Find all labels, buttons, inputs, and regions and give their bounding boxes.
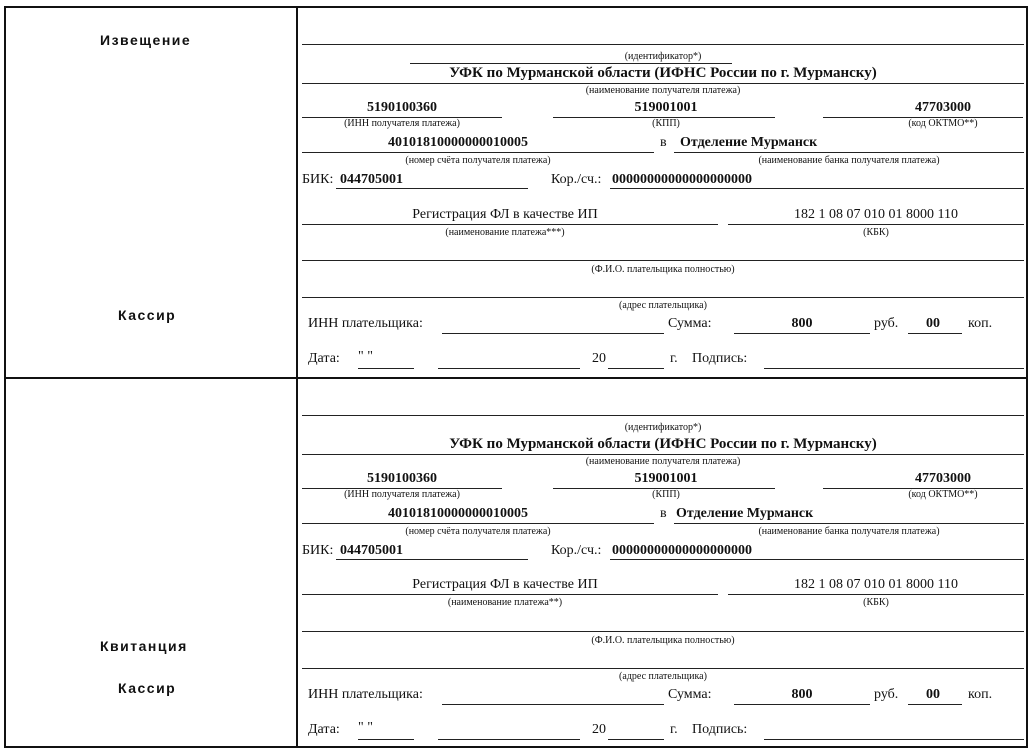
account-caption: (номер счёта получателя платежа) xyxy=(405,526,551,537)
purpose-value: Регистрация ФЛ в качестве ИП xyxy=(412,207,598,222)
kor-value: 00000000000000000000 xyxy=(612,543,752,558)
fio-caption: (Ф.И.О. плательщика полностью) xyxy=(591,264,735,275)
bank-caption: (наименование банка получателя платежа) xyxy=(758,155,940,166)
identifier-underline xyxy=(410,63,732,64)
in-word: в xyxy=(660,506,667,521)
fio-caption: (Ф.И.О. плательщика полностью) xyxy=(591,635,735,646)
year-prefix: 20 xyxy=(592,722,606,737)
kop-line xyxy=(908,704,962,705)
inn-value: 5190100360 xyxy=(367,100,437,115)
payer-inn-line xyxy=(442,333,664,334)
kor-label: Кор./сч.: xyxy=(551,172,602,187)
year-line xyxy=(608,368,664,369)
bik-value: 044705001 xyxy=(340,543,403,558)
sum-line xyxy=(734,704,870,705)
sum-value: 800 xyxy=(791,316,813,331)
address-line xyxy=(302,297,1024,298)
address-line xyxy=(302,668,1024,669)
sum-line xyxy=(734,333,870,334)
identifier-caption: (идентификатор*) xyxy=(624,51,702,62)
payer-inn-line xyxy=(442,704,664,705)
oktmo-value: 47703000 xyxy=(915,471,971,486)
bik-label: БИК: xyxy=(302,543,334,558)
sign-line xyxy=(764,368,1024,369)
kor-line xyxy=(610,559,1024,560)
sign-label: Подпись: xyxy=(692,351,748,366)
date-label: Дата: xyxy=(308,722,340,737)
address-caption: (адрес плательщика) xyxy=(619,671,707,682)
date-month-line xyxy=(438,739,580,740)
recipient-name-line xyxy=(302,454,1024,455)
identifier-line xyxy=(302,44,1024,45)
recipient-name: УФК по Мурманской области (ИФНС России по г. Мурманску) xyxy=(449,65,877,81)
date-label: Дата: xyxy=(308,351,340,366)
inn-value: 5190100360 xyxy=(367,471,437,486)
year-suffix: г. xyxy=(670,351,678,366)
recipient-name-caption: (наименование получателя платежа) xyxy=(585,456,741,467)
kop-label: коп. xyxy=(968,687,993,702)
sign-line xyxy=(764,739,1024,740)
notice-label: Извещение xyxy=(100,32,192,48)
kop-line xyxy=(908,333,962,334)
year-line xyxy=(608,739,664,740)
oktmo-caption: (код ОКТМО**) xyxy=(908,118,978,129)
receipt-label: Квитанция xyxy=(100,638,188,654)
kbk-line xyxy=(728,224,1024,225)
account-line xyxy=(302,523,654,524)
fio-line xyxy=(302,631,1024,632)
cashier-label-bottom: Кассир xyxy=(118,680,177,696)
bank-line xyxy=(674,152,1024,153)
bank-caption: (наименование банка получателя платежа) xyxy=(758,526,940,537)
purpose-value: Регистрация ФЛ в качестве ИП xyxy=(412,577,598,592)
payer-inn-label: ИНН плательщика: xyxy=(308,316,423,331)
kbk-value: 182 1 08 07 010 01 8000 110 xyxy=(794,207,958,222)
inn-caption: (ИНН получателя платежа) xyxy=(344,118,460,129)
sign-label: Подпись: xyxy=(692,722,748,737)
kpp-caption: (КПП) xyxy=(652,118,680,129)
fio-line xyxy=(302,260,1024,261)
year-suffix: г. xyxy=(670,722,678,737)
oktmo-value: 47703000 xyxy=(915,100,971,115)
recipient-name-line xyxy=(302,83,1024,84)
payer-inn-label: ИНН плательщика: xyxy=(308,687,423,702)
bik-value: 044705001 xyxy=(340,172,403,187)
date-day-line xyxy=(358,739,414,740)
kor-label: Кор./сч.: xyxy=(551,543,602,558)
bank-line xyxy=(674,523,1024,524)
sum-label: Сумма: xyxy=(668,687,712,702)
kpp-value: 519001001 xyxy=(634,100,698,115)
account-line xyxy=(302,152,654,153)
kor-line xyxy=(610,188,1024,189)
kor-value: 00000000000000000000 xyxy=(612,172,752,187)
kpp-caption: (КПП) xyxy=(652,489,680,500)
purpose-line xyxy=(302,224,718,225)
kop-value: 00 xyxy=(926,687,940,702)
rub-label: руб. xyxy=(874,687,899,702)
identifier-caption: (идентификатор*) xyxy=(624,422,702,433)
receipt-section xyxy=(298,379,1028,749)
inn-caption: (ИНН получателя платежа) xyxy=(344,489,460,500)
date-quotes: " " xyxy=(358,720,373,735)
notice-section xyxy=(298,8,1028,378)
bank-value: Отделение Мурманск xyxy=(676,506,814,521)
bik-label: БИК: xyxy=(302,172,334,187)
date-quotes: " " xyxy=(358,349,373,364)
date-day-line xyxy=(358,368,414,369)
bank-value: Отделение Мурманск xyxy=(680,135,818,150)
purpose-caption: (наименование платежа**) xyxy=(447,597,563,608)
sum-value: 800 xyxy=(791,687,813,702)
kpp-value: 519001001 xyxy=(634,471,698,486)
in-word: в xyxy=(660,135,667,150)
identifier-line xyxy=(302,415,1024,416)
bik-line xyxy=(336,559,528,560)
kop-value: 00 xyxy=(926,316,940,331)
address-caption: (адрес плательщика) xyxy=(619,300,707,311)
account-value: 40101810000000010005 xyxy=(388,506,528,521)
purpose-line xyxy=(302,594,718,595)
oktmo-caption: (код ОКТМО**) xyxy=(908,489,978,500)
year-prefix: 20 xyxy=(592,351,606,366)
date-month-line xyxy=(438,368,580,369)
cashier-label-top: Кассир xyxy=(118,307,177,323)
rub-label: руб. xyxy=(874,316,899,331)
kbk-line xyxy=(728,594,1024,595)
kop-label: коп. xyxy=(968,316,993,331)
sum-label: Сумма: xyxy=(668,316,712,331)
purpose-caption: (наименование платежа***) xyxy=(445,227,565,238)
kbk-caption: (КБК) xyxy=(863,597,889,608)
kbk-caption: (КБК) xyxy=(863,227,889,238)
kbk-value: 182 1 08 07 010 01 8000 110 xyxy=(794,577,958,592)
account-value: 40101810000000010005 xyxy=(388,135,528,150)
bik-line xyxy=(336,188,528,189)
recipient-name: УФК по Мурманской области (ИФНС России по г. Мурманску) xyxy=(449,436,877,452)
recipient-name-caption: (наименование получателя платежа) xyxy=(585,85,741,96)
account-caption: (номер счёта получателя платежа) xyxy=(405,155,551,166)
